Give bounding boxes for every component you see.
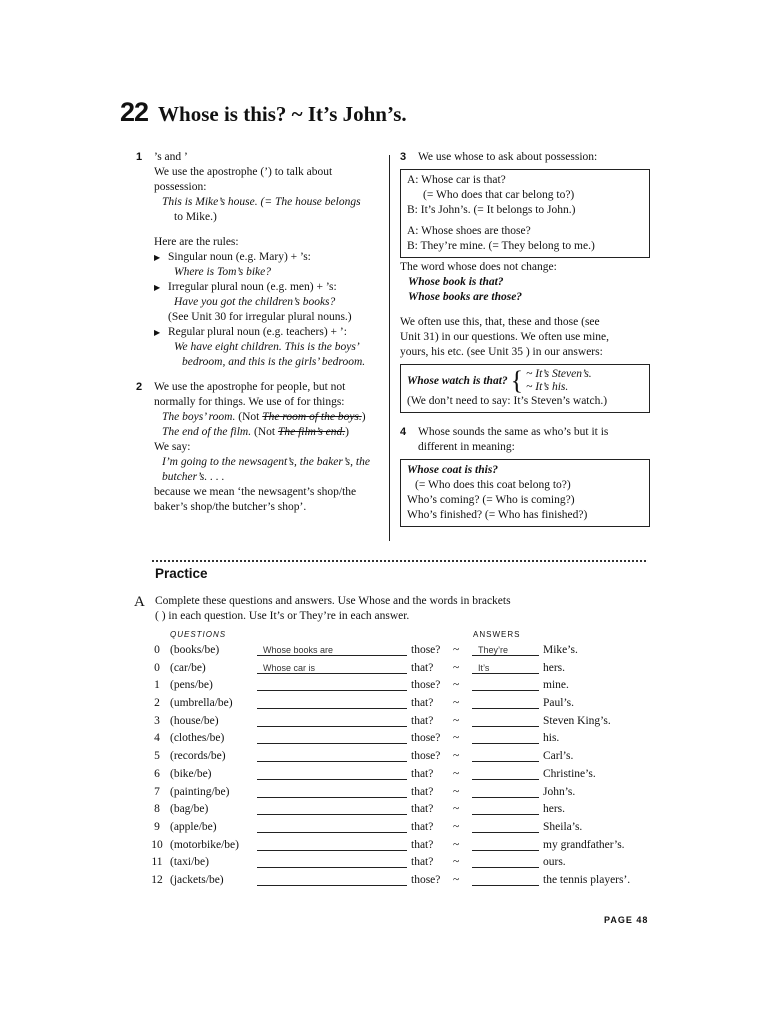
answer-blank[interactable] — [472, 678, 539, 691]
example-line: Have you got the children’s books? — [174, 296, 336, 308]
answers-header: ANSWERS — [473, 630, 521, 639]
answer-option: ~ It’s his. — [526, 381, 569, 393]
question-blank[interactable] — [257, 749, 407, 762]
question-blank[interactable] — [257, 855, 407, 868]
exercise-row: 6 (bike/be) that? ~ Christine’s. — [154, 767, 596, 780]
text-line: We use the apostrophe (’) to talk about — [154, 166, 333, 178]
exercise-row: 12 (jackets/be) those? ~ the tennis players’. — [151, 873, 631, 886]
text-line: We use the apostrophe for people, but not — [154, 381, 346, 393]
text-line: Whose sounds the same as who’s but it is — [418, 426, 609, 438]
column-divider — [389, 155, 390, 541]
text-line: because we mean ‘the newsagent’s shop/the — [154, 486, 357, 498]
text-line: We use whose to ask about possession: — [418, 151, 598, 163]
answer-blank[interactable] — [472, 714, 539, 727]
answer-blank[interactable] — [472, 802, 539, 815]
example-line: The boys’ room. (Not The room of the boys.) — [162, 411, 366, 423]
exercise-row: 0 (car/be) Whose car is that? ~ It’s hers. — [154, 661, 566, 674]
example-line: bedroom, and this is the girls’ bedroom. — [182, 356, 366, 368]
answer-blank[interactable] — [472, 785, 539, 798]
right-column — [400, 150, 650, 529]
section-2 — [136, 380, 382, 515]
example-box — [400, 364, 650, 413]
text-line: We often use this, that, these and those (see — [400, 316, 600, 328]
text-line: normally for things. We use of for things: — [154, 396, 345, 408]
question-blank[interactable] — [257, 802, 407, 815]
dialogue-line: A: Whose car is that? — [407, 174, 506, 186]
section-4 — [400, 425, 650, 455]
example-line: Whose book is that? — [408, 276, 504, 288]
example-line: Where is Tom’s bike? — [174, 266, 272, 278]
exercise-row: 3 (house/be) that? ~ Steven King’s. — [154, 714, 611, 727]
answer-blank[interactable] — [472, 661, 539, 674]
unit-title: Whose is this? ~ It’s John’s. — [158, 102, 407, 126]
section-number: 4 — [400, 426, 407, 438]
example-line: Whose books are those? — [408, 291, 523, 303]
section-number: 2 — [136, 381, 143, 393]
dialogue-line: A: Whose shoes are those? — [407, 225, 531, 237]
section-3 — [400, 150, 650, 165]
exercise-row: 5 (records/be) those? ~ Carl’s. — [154, 750, 574, 763]
practice-heading: Practice — [155, 566, 208, 581]
handwritten-answer: Whose car is — [263, 662, 316, 673]
dialogue-line: (= Who does that car belong to?) — [423, 189, 575, 201]
box-line: (= Who does this coat belong to?) — [415, 479, 571, 491]
answer-blank[interactable] — [472, 873, 539, 886]
question-blank[interactable] — [257, 731, 407, 744]
left-column — [136, 150, 382, 515]
answer-blank[interactable] — [472, 767, 539, 780]
answer-blank[interactable] — [472, 838, 539, 851]
exercise-row: 2 (umbrella/be) that? ~ Paul’s. — [154, 697, 574, 710]
box-line: Who’s coming? (= Who is coming?) — [407, 494, 575, 506]
exercise-row: 9 (apple/be) that? ~ Sheila’s. — [154, 820, 583, 833]
exercise-rows — [150, 643, 650, 891]
answer-blank[interactable] — [472, 696, 539, 709]
exercise-row: 0 (books/be) Whose books are those? ~ They’re Mike’s. — [154, 644, 578, 656]
text-line: Unit 31) in our questions. We often use mine, — [400, 331, 610, 343]
exercise-row: 8 (bag/be) that? ~ hers. — [154, 803, 566, 816]
question-blank[interactable] — [257, 838, 407, 851]
text-line: possession: — [154, 181, 207, 193]
rule-item: ▶ Irregular plural noun (e.g. men) + ’s: — [154, 280, 382, 295]
question-blank[interactable] — [257, 873, 407, 886]
section-heading: ’s and ’ — [154, 151, 188, 163]
brace-icon: { — [510, 366, 524, 395]
question-blank[interactable] — [257, 820, 407, 833]
dialogue-line: B: It’s John’s. (= It belongs to John.) — [407, 204, 576, 216]
handwritten-answer: Whose books are — [263, 645, 334, 655]
answer-blank[interactable] — [472, 855, 539, 868]
rule-item: ▶ Singular noun (e.g. Mary) + ’s: — [154, 250, 382, 265]
question-blank[interactable] — [257, 785, 407, 798]
exercise-row: 4 (clothes/be) those? ~ his. — [154, 732, 560, 745]
dotted-divider — [152, 560, 646, 562]
dialogue-line: B: They’re mine. (= They belong to me.) — [407, 240, 595, 252]
question-blank[interactable] — [257, 696, 407, 709]
answer-blank[interactable] — [472, 820, 539, 833]
example-line: I’m going to the newsagent’s, the baker’s, the — [162, 456, 370, 468]
text-line: We say: — [154, 441, 191, 453]
exercise-row: 10 (motorbike/be) that? ~ my grandfather’s. — [151, 838, 625, 851]
exercise-row: 11 (taxi/be) that? ~ ours. — [151, 856, 566, 869]
example-line: butcher’s. . . . — [162, 471, 225, 483]
text-line: yours, his etc. (see Unit 35 ) in our answers: — [400, 346, 603, 358]
unit-heading — [120, 97, 407, 128]
answer-blank[interactable] — [472, 731, 539, 744]
section-number: 3 — [400, 151, 407, 163]
box-question: Whose watch is that? — [407, 374, 508, 387]
box-line: Whose coat is this? — [407, 464, 499, 476]
text-line: Here are the rules: — [154, 236, 239, 248]
text-line: baker’s shop/the butcher’s shop’. — [154, 501, 307, 513]
text-line: (See Unit 30 for irregular plural nouns.) — [168, 311, 352, 323]
answer-blank[interactable] — [472, 749, 539, 762]
section-1 — [136, 150, 382, 370]
example-line: to Mike.) — [174, 211, 217, 223]
section-number: 1 — [136, 151, 143, 163]
box-line: Who’s finished? (= Who has finished?) — [407, 509, 588, 521]
answer-option: ~ It’s Steven’s. — [526, 368, 592, 380]
answer-blank[interactable] — [472, 643, 539, 656]
exercise-instructions: Complete these questions and answers. Use Whose and the words in brackets ( ) in each question. Use It’s or They’re in each answer. — [155, 595, 511, 622]
example-line: We have eight children. This is the boys’ — [174, 341, 360, 353]
example-line: This is Mike’s house. (= The house belongs — [162, 196, 361, 208]
exercise-row: 1 (pens/be) those? ~ mine. — [154, 679, 569, 692]
unit-number: 22 — [120, 97, 149, 127]
text-line: The word whose does not change: — [400, 261, 557, 273]
handwritten-answer: They’re — [478, 645, 509, 655]
example-box — [400, 169, 650, 258]
text-line: different in meaning: — [418, 441, 515, 453]
question-blank[interactable] — [257, 678, 407, 691]
question-blank[interactable] — [257, 643, 407, 656]
question-blank[interactable] — [257, 767, 407, 780]
exercise-row: 7 (painting/be) that? ~ John’s. — [154, 785, 576, 798]
exercise-letter: A — [134, 594, 145, 610]
example-box — [400, 459, 650, 527]
rule-item: ▶ Regular plural noun (e.g. teachers) + ’: — [154, 325, 382, 340]
question-blank[interactable] — [257, 714, 407, 727]
handwritten-answer: It’s — [478, 662, 490, 673]
example-line: The end of the film. (Not The film’s end.) — [162, 426, 350, 438]
page-number: PAGE 48 — [604, 915, 649, 925]
question-blank[interactable] — [257, 661, 407, 674]
questions-header: QUESTIONS — [170, 630, 227, 639]
box-note: (We don’t need to say: It’s Steven’s watch.) — [407, 395, 608, 407]
